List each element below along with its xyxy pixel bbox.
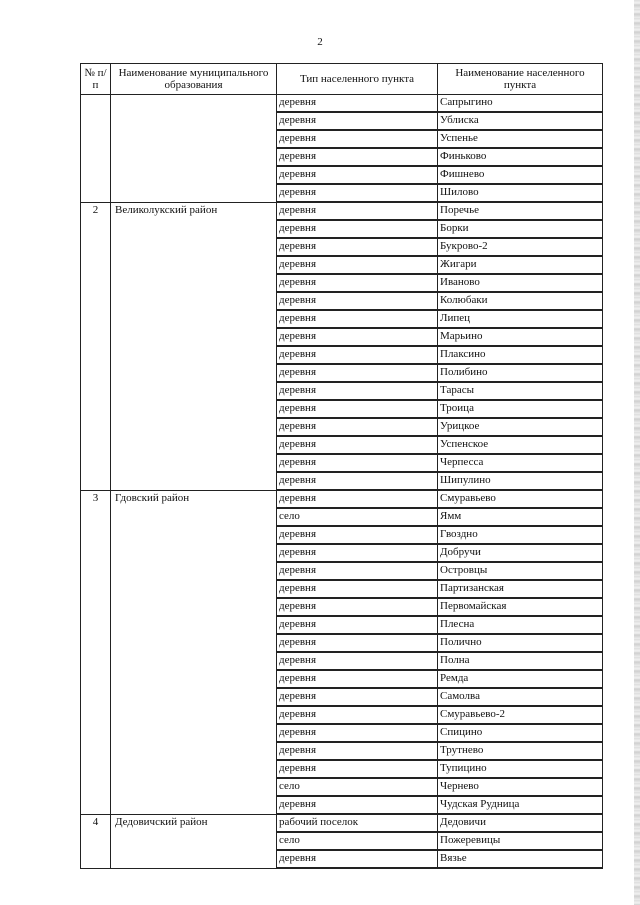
settlement-type-cell: деревня	[277, 472, 438, 490]
settlement-name-cell: Шипулино	[438, 472, 603, 490]
settlement-name-cell: Добручи	[438, 544, 603, 562]
header-municipality: Наименование муниципального образования	[111, 64, 277, 95]
settlement-type-cell: деревня	[277, 454, 438, 472]
municipality-name: Великолукский район	[111, 202, 277, 490]
settlement-name-cell: Ублиска	[438, 112, 603, 130]
settlement-name-cell: Шилово	[438, 184, 603, 202]
settlement-name-cell: Трутнево	[438, 742, 603, 760]
settlement-name-cell: Плаксино	[438, 346, 603, 364]
settlement-name-cell: Черпесса	[438, 454, 603, 472]
settlement-name-cell: Жигари	[438, 256, 603, 274]
settlement-type-cell: рабочий поселок	[277, 814, 438, 832]
settlement-name-cell: Смуравьево-2	[438, 706, 603, 724]
table-row	[81, 814, 603, 832]
settlement-type-cell: деревня	[277, 562, 438, 580]
settlement-name-cell: Островцы	[438, 562, 603, 580]
settlement-type-cell: деревня	[277, 364, 438, 382]
table-row	[81, 202, 603, 220]
settlement-type-cell: деревня	[277, 238, 438, 256]
settlement-type-cell: деревня	[277, 544, 438, 562]
settlement-name-cell: Тарасы	[438, 382, 603, 400]
settlement-name-cell: Смуравьево	[438, 490, 603, 508]
municipality-number: 2	[81, 202, 111, 490]
settlement-type-cell: село	[277, 778, 438, 796]
settlement-name-cell: Полично	[438, 634, 603, 652]
settlement-name-cell: Марьино	[438, 328, 603, 346]
settlement-type-cell: деревня	[277, 526, 438, 544]
table-row	[81, 490, 603, 508]
settlement-type-cell: деревня	[277, 166, 438, 184]
settlement-type-cell: деревня	[277, 202, 438, 220]
settlement-type-cell: деревня	[277, 220, 438, 238]
header-num: № п/п	[81, 64, 111, 95]
settlement-type-cell: деревня	[277, 382, 438, 400]
table-row	[81, 95, 603, 113]
municipality-name	[111, 95, 277, 203]
municipality-number: 4	[81, 814, 111, 868]
header-settlement-type: Тип населенного пункта	[277, 64, 438, 95]
settlement-name-cell: Полибино	[438, 364, 603, 382]
settlement-type-cell: деревня	[277, 292, 438, 310]
settlement-type-cell: деревня	[277, 346, 438, 364]
settlement-type-cell: деревня	[277, 652, 438, 670]
settlement-name-cell: Иваново	[438, 274, 603, 292]
settlement-type-cell: деревня	[277, 490, 438, 508]
header-settlement-name: Наименование населенного пункта	[438, 64, 603, 95]
settlement-name-cell: Самолва	[438, 688, 603, 706]
settlement-name-cell: Успенское	[438, 436, 603, 454]
page-number: 2	[317, 36, 323, 48]
settlement-type-cell: деревня	[277, 724, 438, 742]
municipality-number: 3	[81, 490, 111, 814]
settlement-type-cell: село	[277, 832, 438, 850]
settlement-name-cell: Партизанская	[438, 580, 603, 598]
settlement-name-cell: Дедовичи	[438, 814, 603, 832]
settlement-name-cell: Поречье	[438, 202, 603, 220]
settlement-name-cell: Финьково	[438, 148, 603, 166]
settlements-table	[80, 63, 603, 869]
settlement-name-cell: Гвоздно	[438, 526, 603, 544]
settlement-type-cell: деревня	[277, 95, 438, 113]
settlement-type-cell: деревня	[277, 184, 438, 202]
settlement-type-cell: деревня	[277, 436, 438, 454]
header-row	[81, 64, 603, 95]
settlement-type-cell: деревня	[277, 328, 438, 346]
settlement-name-cell: Чудская Рудница	[438, 796, 603, 814]
settlement-name-cell: Колюбаки	[438, 292, 603, 310]
settlement-type-cell: деревня	[277, 742, 438, 760]
settlement-type-cell: деревня	[277, 256, 438, 274]
settlement-name-cell: Первомайская	[438, 598, 603, 616]
settlement-type-cell: село	[277, 508, 438, 526]
settlement-name-cell: Тупицино	[438, 760, 603, 778]
settlement-type-cell: деревня	[277, 634, 438, 652]
settlement-type-cell: деревня	[277, 310, 438, 328]
settlement-name-cell: Плесна	[438, 616, 603, 634]
settlement-name-cell: Чернево	[438, 778, 603, 796]
table-header	[81, 64, 603, 95]
settlement-type-cell: деревня	[277, 418, 438, 436]
settlement-name-cell: Сапрыгино	[438, 95, 603, 113]
settlement-name-cell: Успенье	[438, 130, 603, 148]
settlement-type-cell: деревня	[277, 760, 438, 778]
settlement-type-cell: деревня	[277, 688, 438, 706]
table-body	[81, 95, 603, 869]
settlement-name-cell: Липец	[438, 310, 603, 328]
scan-edge	[634, 0, 640, 905]
settlement-name-cell: Букрово-2	[438, 238, 603, 256]
municipality-name: Гдовский район	[111, 490, 277, 814]
settlement-type-cell: деревня	[277, 580, 438, 598]
settlement-name-cell: Ямм	[438, 508, 603, 526]
settlement-name-cell: Фишнево	[438, 166, 603, 184]
settlement-name-cell: Вязье	[438, 850, 603, 868]
settlement-type-cell: деревня	[277, 850, 438, 868]
settlement-name-cell: Ремда	[438, 670, 603, 688]
settlement-type-cell: деревня	[277, 598, 438, 616]
settlement-name-cell: Полна	[438, 652, 603, 670]
municipality-number	[81, 95, 111, 203]
settlement-type-cell: деревня	[277, 130, 438, 148]
settlement-name-cell: Троица	[438, 400, 603, 418]
settlement-name-cell: Борки	[438, 220, 603, 238]
settlement-type-cell: деревня	[277, 400, 438, 418]
settlement-type-cell: деревня	[277, 148, 438, 166]
settlement-type-cell: деревня	[277, 796, 438, 814]
settlement-type-cell: деревня	[277, 616, 438, 634]
settlement-type-cell: деревня	[277, 112, 438, 130]
settlement-name-cell: Пожеревицы	[438, 832, 603, 850]
municipality-name: Дедовичский район	[111, 814, 277, 868]
settlement-type-cell: деревня	[277, 670, 438, 688]
settlement-type-cell: деревня	[277, 274, 438, 292]
settlement-name-cell: Урицкое	[438, 418, 603, 436]
settlement-type-cell: деревня	[277, 706, 438, 724]
settlement-name-cell: Спицино	[438, 724, 603, 742]
